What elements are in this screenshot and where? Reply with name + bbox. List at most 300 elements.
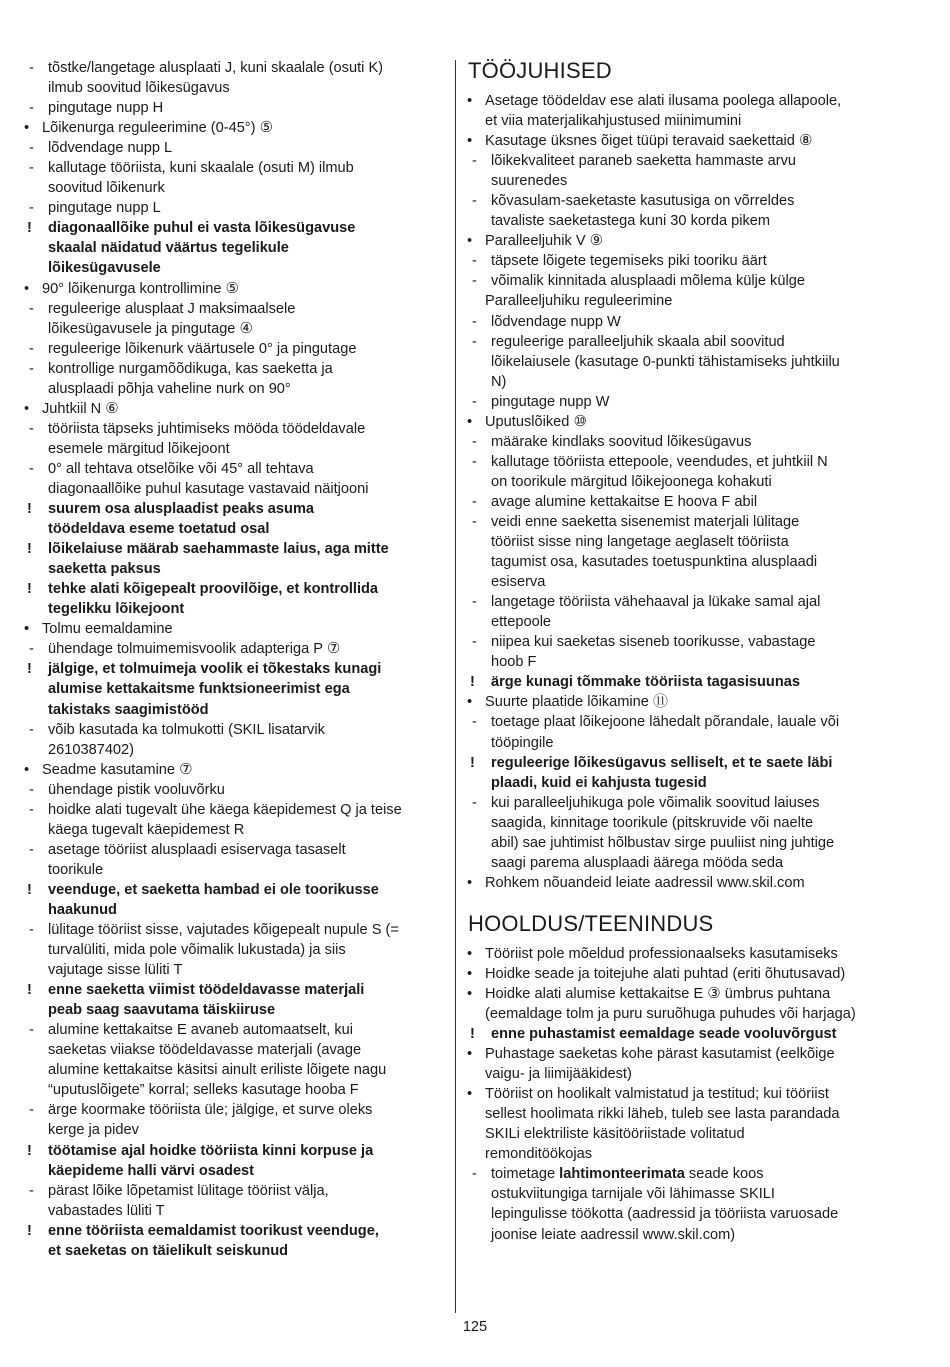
line-text <box>24 882 379 898</box>
text-segment: Asetage töödeldav ese alati ilusama poolega allapoole, <box>485 93 842 109</box>
line-text <box>24 1143 373 1159</box>
section-heading-maintenance: HOOLDUS/TEENINDUS <box>468 910 714 936</box>
line-text <box>24 260 161 276</box>
text-segment: kui paralleeljuhikuga pole võimalik soovitud laiuses <box>491 794 820 811</box>
line-text <box>467 554 817 570</box>
text-line <box>467 813 909 833</box>
text-segment: SKILi elektriliste käsitööriistade volitatud <box>485 1126 745 1143</box>
figure-reference-icon: ⑨ <box>589 232 604 250</box>
text-line <box>24 1100 444 1120</box>
text-line <box>24 1080 444 1100</box>
text-line <box>467 873 909 893</box>
text-segment: reguleerige alusplaat J maksimaalsele <box>48 300 296 317</box>
line-text <box>24 902 117 918</box>
text-line <box>467 1124 909 1144</box>
text-line <box>467 412 909 432</box>
bullet-marker: • <box>467 694 473 711</box>
text-line <box>24 599 444 619</box>
text-line <box>467 1104 909 1124</box>
text-line <box>24 800 444 820</box>
line-text <box>467 574 545 590</box>
text-line <box>24 1161 444 1181</box>
text-segment: Tolmu eemaldamine <box>42 621 173 638</box>
text-line <box>467 612 909 632</box>
text-segment: diagonaallõike puhul kasutage vastavaid näitjooni <box>48 480 369 497</box>
text-line <box>467 432 909 452</box>
text-line <box>467 1004 909 1024</box>
line-text <box>24 321 253 337</box>
warning-marker: ! <box>470 1026 475 1043</box>
text-segment: 2610387402) <box>48 741 135 758</box>
line-text <box>467 946 838 962</box>
text-segment: sellest hoolimata rikki läheb, tuleb see lasta parandada <box>485 1106 840 1123</box>
text-segment: vaigu- ja liimijääkidest) <box>485 1066 632 1083</box>
text-segment: jälgige, et tolmuimeja voolik ei tõkestaks kunagi <box>48 661 382 678</box>
text-segment: käepideme halli värvi osadest <box>48 1162 255 1179</box>
text-line <box>24 499 444 519</box>
line-text <box>467 735 553 751</box>
text-segment: Rohkem nõuandeid leiate aadressil www.skil.com <box>485 874 805 891</box>
text-line <box>467 171 909 191</box>
text-line <box>467 1084 909 1104</box>
text-segment: lülitage tööriist sisse, vajutades kõigepealt nupule S (= <box>48 922 399 939</box>
warning-marker: ! <box>27 501 32 518</box>
line-text <box>24 140 172 156</box>
text-line <box>467 1204 909 1224</box>
line-text <box>467 314 621 330</box>
text-line <box>467 231 909 251</box>
dash-marker: - <box>472 1166 477 1183</box>
text-segment: tõstke/langetage alusplaati J, kuni skaalale (osuti K) <box>48 60 384 76</box>
bullet-marker: • <box>467 93 473 109</box>
line-text <box>467 634 816 650</box>
text-line <box>467 1064 909 1084</box>
figure-reference-icon: ⑤ <box>259 119 274 137</box>
line-text <box>24 1203 165 1219</box>
text-segment: reguleerige lõikesügavus selliselt, et te saete läbi <box>491 754 833 771</box>
line-text <box>467 173 567 189</box>
line-text <box>24 461 314 477</box>
text-segment: kerge ja pidev <box>48 1122 139 1139</box>
text-line <box>24 579 444 599</box>
text-segment: alumine kettakaitse E avaneb automaatselt, kui <box>48 1022 354 1039</box>
figure-reference-icon: ⑪ <box>652 693 668 711</box>
text-line <box>467 1164 909 1184</box>
text-line <box>24 619 444 639</box>
line-text <box>467 1086 829 1102</box>
warning-marker: ! <box>27 982 32 999</box>
text-segment: määrake kindlaks soovitud lõikesügavus <box>491 433 752 450</box>
text-line <box>24 1020 444 1040</box>
text-segment: kallutage tööriista, kuni skaalale (osuti M) ilmub <box>48 160 354 177</box>
left-column <box>24 58 444 1261</box>
text-segment: veidi enne saeketta sisenemist materjali lülitage <box>491 513 800 530</box>
line-text <box>467 1026 837 1042</box>
bullet-marker: • <box>467 1086 473 1103</box>
text-line <box>24 820 444 840</box>
text-line <box>24 920 444 940</box>
line-text <box>24 601 184 617</box>
text-line <box>467 352 909 372</box>
text-segment: kontrollige nurgamõõdikuga, kas saeketta ja <box>48 360 333 377</box>
text-line <box>24 539 444 559</box>
text-segment: takistaks saagimistööd <box>48 701 209 718</box>
text-line <box>24 559 444 579</box>
text-segment: kõvasulam-saeketaste kasutusiga on võrreldes <box>491 193 795 210</box>
text-line <box>467 1044 909 1064</box>
text-segment: Seadme kasutamine <box>42 761 176 778</box>
dash-marker: - <box>29 922 34 939</box>
text-line <box>24 519 444 539</box>
bold-text-segment: lahtimonteerimata <box>559 1166 685 1183</box>
line-text <box>467 1126 745 1142</box>
line-text <box>24 1163 254 1179</box>
text-line <box>24 319 444 339</box>
maintenance-list <box>467 944 909 1245</box>
bullet-marker: • <box>24 120 30 137</box>
line-text <box>24 421 365 437</box>
text-segment: vajutage sisse lüliti T <box>48 962 183 979</box>
line-text <box>24 661 381 677</box>
text-line <box>24 399 444 419</box>
text-segment: tehke alati kõigepealt proovilõige, et kontrollida <box>48 581 379 598</box>
warning-marker: ! <box>27 1142 32 1159</box>
line-text <box>24 1002 275 1018</box>
text-line <box>24 700 444 720</box>
text-segment: reguleerige paralleeljuhik skaala abil soovitud <box>491 333 785 350</box>
dash-marker: - <box>472 513 477 530</box>
line-text <box>467 494 757 510</box>
dash-marker: - <box>29 360 34 377</box>
text-line <box>24 780 444 800</box>
line-text <box>24 1022 353 1038</box>
text-segment: pingutage nupp H <box>48 100 164 117</box>
text-segment: 0° all tehtava otselõike või 45° all tehtava <box>48 460 314 477</box>
line-text <box>24 301 295 317</box>
text-segment: lõikesügavusele ja pingutage <box>48 320 236 337</box>
line-text <box>467 213 770 229</box>
warning-marker: ! <box>27 220 32 237</box>
text-line <box>467 211 909 231</box>
text-segment: tööpingile <box>491 734 554 751</box>
text-segment: plaadi, kuid ei kahjusta tugesid <box>491 774 707 791</box>
line-text <box>467 966 845 982</box>
dash-marker: - <box>29 160 34 177</box>
text-line <box>24 1040 444 1060</box>
bullet-marker: • <box>467 1046 473 1063</box>
warning-marker: ! <box>27 541 32 558</box>
dash-marker: - <box>472 253 477 270</box>
dash-marker: - <box>29 841 34 858</box>
text-segment: Kasutage üksnes õiget tüüpi teravaid saekettaid <box>485 133 795 150</box>
text-line <box>467 572 909 592</box>
line-text <box>24 481 369 497</box>
text-line <box>24 218 444 238</box>
line-text <box>467 414 587 430</box>
figure-reference-icon: ⑩ <box>573 412 587 430</box>
line-text <box>24 80 230 96</box>
text-line <box>467 1184 909 1204</box>
text-line <box>467 552 909 572</box>
text-line <box>467 853 909 873</box>
text-line <box>467 332 909 352</box>
line-text <box>467 714 839 730</box>
text-line <box>24 860 444 880</box>
text-line <box>467 472 909 492</box>
text-segment: seade koos <box>688 1166 764 1183</box>
text-segment: pärast lõike lõpetamist lülitage tööriist välja, <box>48 1182 329 1199</box>
text-line <box>24 299 444 319</box>
text-segment: alumise kettakaitsme funktsioneerimist ega <box>48 681 350 698</box>
line-text <box>467 855 783 871</box>
line-text <box>467 694 668 710</box>
text-line <box>24 439 444 459</box>
text-segment: langetage tööriista vähehaaval ja lükake samal ajal <box>491 594 821 611</box>
text-segment: enne saeketta viimist töödeldavasse materjali <box>48 982 365 999</box>
text-line <box>24 379 444 399</box>
bullet-marker: • <box>467 945 473 962</box>
text-line <box>24 1120 444 1140</box>
text-line <box>24 279 444 299</box>
text-line <box>467 712 909 732</box>
text-segment: Lõikenurga reguleerimine (0-45°) <box>42 120 256 137</box>
line-text <box>467 815 813 831</box>
line-text <box>467 1166 764 1182</box>
bullet-marker: • <box>24 761 30 778</box>
dash-marker: - <box>472 714 477 731</box>
line-text <box>24 1082 359 1098</box>
line-text <box>24 621 173 637</box>
text-line <box>24 339 444 359</box>
bullet-marker: • <box>467 133 473 150</box>
line-text <box>24 180 165 196</box>
text-line <box>467 1225 909 1245</box>
text-segment: enne tööriista eemaldamist toorikust veenduge, <box>48 1222 379 1239</box>
text-segment: avage alumine kettakaitse E hoova F abil <box>491 493 758 510</box>
text-segment: N) <box>491 373 507 390</box>
line-text <box>467 273 805 289</box>
text-segment: haakunud <box>48 901 117 918</box>
text-line <box>24 479 444 499</box>
line-text <box>24 842 346 858</box>
text-segment: suurem osa alusplaadist peaks asuma <box>48 501 315 518</box>
text-line <box>24 1141 444 1161</box>
figure-reference-icon: ④ <box>239 319 253 337</box>
text-segment: Tööriist pole mõeldud professionaalseks kasutamiseks <box>485 945 838 962</box>
text-line <box>24 1201 444 1221</box>
line-text <box>24 1102 372 1118</box>
text-line <box>24 58 444 78</box>
text-line <box>467 753 909 773</box>
line-text <box>24 501 314 517</box>
text-segment: saeketas viiakse töödeldavasse materjali (avage <box>48 1042 362 1059</box>
line-text <box>24 982 364 998</box>
line-text <box>467 1046 835 1062</box>
text-line <box>467 692 909 712</box>
dash-marker: - <box>29 420 34 437</box>
text-segment: reguleerige lõikenurk väärtusele 0° ja pingutage <box>48 340 357 357</box>
text-segment: Uputuslõiked <box>485 413 570 430</box>
dash-marker: - <box>29 1102 34 1119</box>
text-line <box>467 312 909 332</box>
text-segment: käega tugevalt käepidemest R <box>48 821 245 838</box>
text-segment: ilmub soovitud lõikesügavus <box>48 80 230 97</box>
text-line <box>24 198 444 218</box>
dash-marker: - <box>29 60 34 76</box>
text-segment: töötamise ajal hoidke tööriista kinni korpuse ja <box>48 1142 374 1159</box>
dash-marker: - <box>29 140 34 157</box>
dash-marker: - <box>472 273 477 290</box>
line-text <box>24 722 325 738</box>
text-segment: tegelikku lõikejoont <box>48 601 185 618</box>
text-segment: võib kasutada ka tolmukotti (SKIL lisatarvik <box>48 721 325 738</box>
text-line <box>24 419 444 439</box>
text-line <box>24 238 444 258</box>
bullet-marker: • <box>24 280 30 297</box>
text-segment: Tööriist on hoolikalt valmistatud ja testitud; kui tööriist <box>485 1086 829 1103</box>
line-text <box>24 1223 379 1239</box>
text-line <box>24 1060 444 1080</box>
text-line <box>467 833 909 853</box>
text-line <box>24 98 444 118</box>
line-text <box>24 822 244 838</box>
dash-marker: - <box>29 100 34 117</box>
line-text <box>467 1206 838 1222</box>
line-text <box>467 614 551 630</box>
line-text <box>24 1122 139 1138</box>
line-text <box>467 514 799 530</box>
line-text <box>467 534 789 550</box>
text-segment: ostukviitungiga tarnijale või lähimasse SKILI <box>491 1186 775 1203</box>
text-segment: täpsete lõigete tegemiseks piki tooriku äärt <box>491 253 767 270</box>
text-segment: pingutage nupp W <box>491 393 610 410</box>
text-segment: töödeldava eseme toetatud osal <box>48 521 270 538</box>
text-segment: lõikekvaliteet paraneb saeketta hammaste arvu <box>491 153 797 170</box>
line-text <box>24 240 289 256</box>
right-column <box>467 58 909 1245</box>
line-text <box>467 875 805 891</box>
text-line <box>467 793 909 813</box>
text-line <box>467 632 909 652</box>
text-line <box>24 659 444 679</box>
line-text <box>24 281 239 297</box>
text-segment: lõikelaiusele (kasutage 0-punkti tähistamiseks juhtkiilu <box>491 353 840 370</box>
bullet-marker: • <box>467 874 473 891</box>
text-line <box>24 720 444 740</box>
dash-marker: - <box>29 781 34 798</box>
text-line <box>467 592 909 612</box>
text-segment: ühendage pistik vooluvõrku <box>48 781 225 798</box>
line-text <box>467 474 772 490</box>
text-segment: toorikule <box>48 861 104 878</box>
text-line <box>24 1241 444 1261</box>
text-segment: et saeketas on täielikult seiskunud <box>48 1242 289 1259</box>
text-segment: tööriista täpseks juhtimiseks mööda töödeldavale <box>48 420 366 437</box>
text-line <box>24 1221 444 1241</box>
dash-marker: - <box>29 340 34 357</box>
dash-marker: - <box>29 1022 34 1039</box>
bullet-marker: • <box>467 233 473 250</box>
text-line <box>467 773 909 793</box>
text-segment: toetage plaat lõikejoone lähedalt põrandale, lauale või <box>491 714 840 731</box>
warning-marker: ! <box>27 881 32 898</box>
text-segment: ühendage tolmuimemisvoolik adapteriga P <box>48 641 323 658</box>
bullet-marker: • <box>467 413 473 430</box>
dash-marker: - <box>472 493 477 510</box>
dash-marker: - <box>472 333 477 350</box>
text-line <box>467 512 909 532</box>
line-text <box>467 1066 632 1082</box>
text-segment: saagida, kinnitage toorikule (pitskruvide või naelte <box>491 814 814 831</box>
figure-reference-icon: ⑦ <box>326 640 341 658</box>
text-segment: veenduge, et saeketta hambad ei ole toorikusse <box>48 881 379 898</box>
text-line <box>467 532 909 552</box>
text-line <box>24 740 444 760</box>
text-line <box>24 980 444 1000</box>
line-text <box>24 782 225 798</box>
text-segment: Paralleeljuhik V <box>485 233 586 250</box>
text-segment: saeketta paksus <box>48 561 161 578</box>
warning-marker: ! <box>27 1222 32 1239</box>
text-line <box>24 118 444 138</box>
text-line <box>24 459 444 479</box>
text-line <box>467 452 909 472</box>
line-text <box>24 561 161 577</box>
text-segment: ärge kunagi tõmmake tööriista tagasisuunas <box>491 674 800 691</box>
line-text <box>467 153 796 169</box>
line-text <box>24 581 378 597</box>
line-text <box>24 942 346 958</box>
dash-marker: - <box>472 153 477 170</box>
text-line <box>24 1000 444 1020</box>
text-segment: (eemaldage tolm ja puru suruõhuga puhudes või harjaga) <box>485 1006 856 1023</box>
dash-marker: - <box>472 433 477 450</box>
figure-reference-icon: ⑤ <box>225 279 239 297</box>
instructions-list <box>467 91 909 893</box>
text-line <box>24 940 444 960</box>
text-line <box>467 291 909 311</box>
line-text <box>24 641 340 657</box>
line-text <box>24 742 134 758</box>
line-text <box>24 922 399 938</box>
figure-reference-icon: ⑦ <box>179 760 193 778</box>
line-text <box>467 394 609 410</box>
text-line <box>24 138 444 158</box>
text-segment: joonise leiate aadressil www.skil.com) <box>491 1226 736 1243</box>
line-text <box>467 1106 840 1122</box>
text-segment: vabastades lüliti T <box>48 1202 165 1219</box>
text-segment: et viia materjalikahjustused miinimumini <box>485 113 742 130</box>
text-segment: Juhtkiil N <box>42 400 102 417</box>
text-segment: niipea kui saeketas siseneb toorikusse, vabastage <box>491 634 816 651</box>
text-segment: tavaliste saeketastega kuni 30 korda pikem <box>491 213 771 230</box>
line-text <box>24 962 182 978</box>
text-segment: esemele märgitud lõikejoont <box>48 440 230 457</box>
line-text <box>24 762 193 778</box>
figure-reference-icon: ③ <box>707 984 721 1002</box>
line-text <box>24 120 273 136</box>
text-segment: lõikesügavusele <box>48 260 161 277</box>
dash-marker: - <box>472 313 477 330</box>
text-line <box>467 964 909 984</box>
text-segment: Paralleeljuhiku reguleerimine <box>485 293 673 310</box>
line-text <box>467 674 800 690</box>
line-text <box>24 361 333 377</box>
line-text <box>467 193 794 209</box>
text-segment: suurenedes <box>491 173 568 190</box>
text-line <box>24 78 444 98</box>
text-line <box>24 1181 444 1201</box>
